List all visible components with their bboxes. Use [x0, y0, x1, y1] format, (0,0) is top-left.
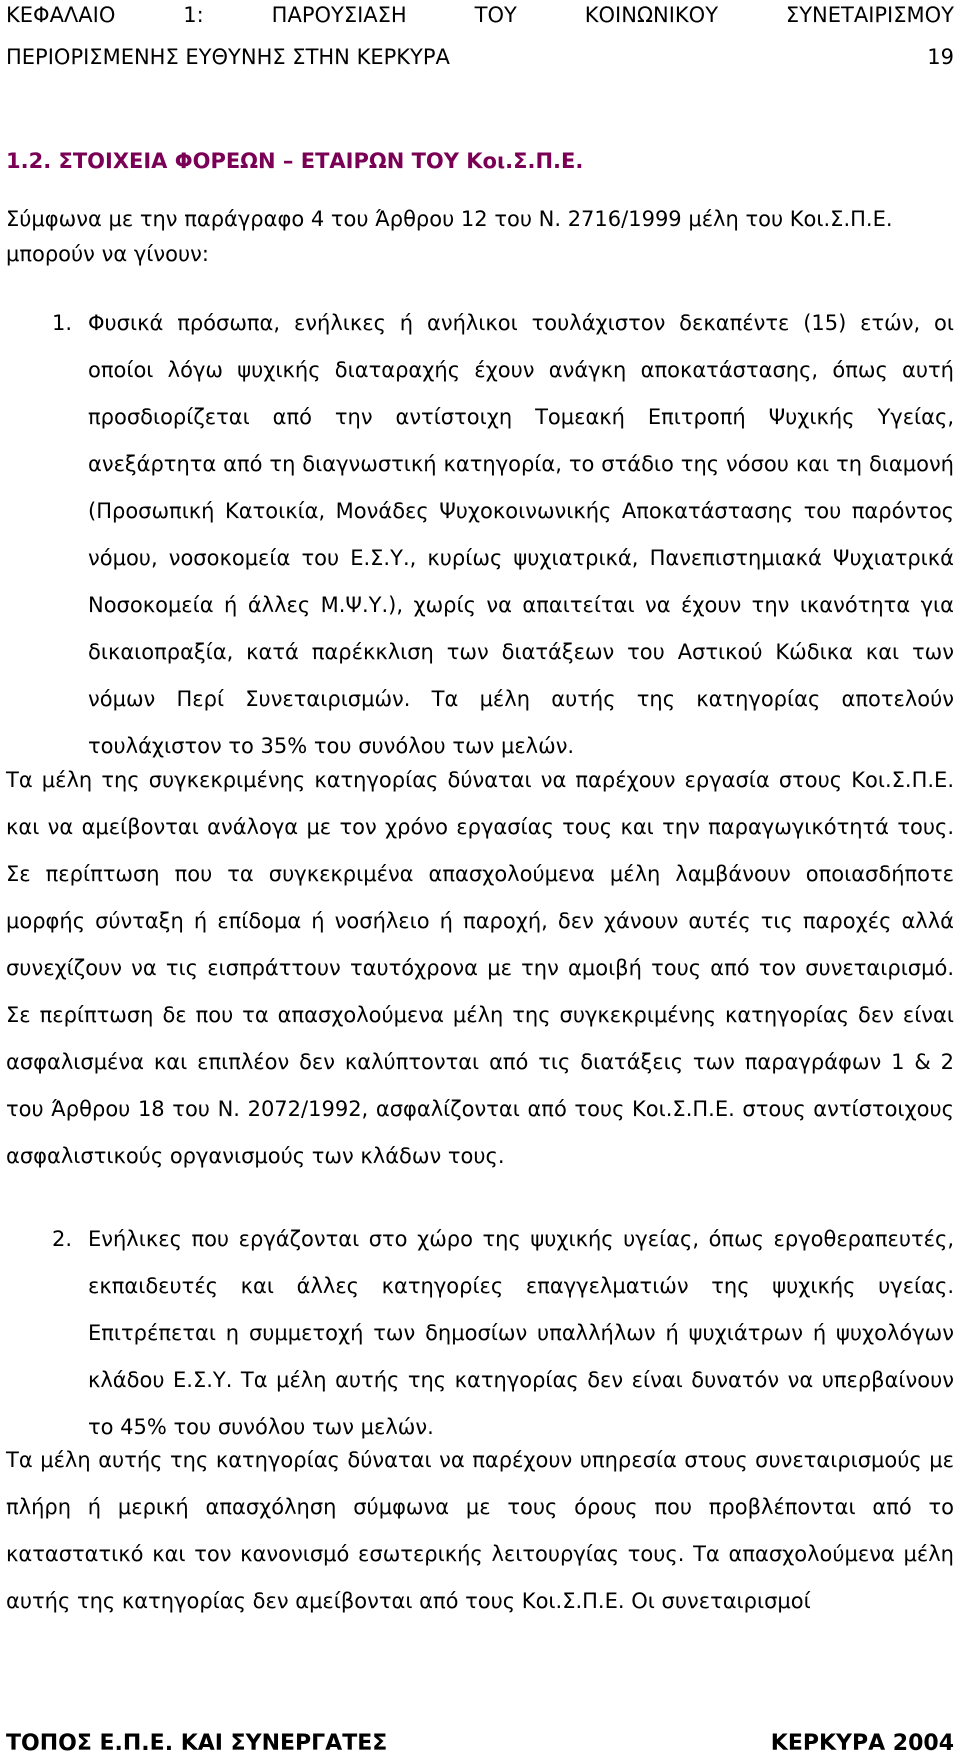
footer-left: ΤΟΠΟΣ Ε.Π.Ε. ΚΑΙ ΣΥΝΕΡΓΑΤΕΣ: [6, 1731, 388, 1756]
list-item: [6, 1216, 954, 1451]
body-paragraph: Τα μέλη αυτής της κατηγορίας δύναται να παρέχουν υπηρεσία στους συνεταιρισμούς με πλήρη ή μερική απασχόληση σύμφωνα με τους όρους που προβλέπονται από το καταστατικό και τον κανονισμό εσωτερικής λειτουργίας τους. Τα απασχολούμενα μέλη αυτής της κατηγορίας δεν αμείβονται από τους Κοι.Σ.Π.Ε. Οι συνεταιρισμοί: [6, 1448, 954, 1613]
footer-right: ΚΕΡΚΥΡΑ 2004: [770, 1731, 954, 1756]
section-heading: 1.2. ΣΤΟΙΧΕΙΑ ΦΟΡΕΩΝ – ΕΤΑΙΡΩΝ ΤΟΥ Κοι.Σ.Π.Ε.: [6, 149, 584, 173]
list-item-text: Φυσικά πρόσωπα, ενήλικες ή ανήλικοι τουλάχιστον δεκαπέντε (15) ετών, οι οποίοι λόγω ψυχικής διαταραχής έχουν ανάγκη αποκατάστασης, όπως αυτή προσδιορίζεται από την αντίστοιχη Τομεακή Επιτροπή Ψυχικής Υγείας, ανεξάρτητα από τη διαγνωστική κατηγορία, το στάδιο της νόσου και τη διαμονή (Προσωπική Κατοικία, Μονάδες Ψυχοκοινωνικής Αποκατάστασης του παρόντος νόμου, νοσοκομεία του Ε.Σ.Υ., κυρίως ψυχιατρικά, Πανεπιστημιακά Ψυχιατρικά Νοσοκομεία ή άλλες Μ.Ψ.Υ.), χωρίς να απαιτείται να έχουν την ικανότητα για δικαιοπραξία, κατά παρέκκλιση των διατάξεων του Αστικού Κώδικα και των νόμων Περί Συνεταιρισμών. Τα μέλη αυτής της κατηγορίας αποτελούν τουλάχιστον το 35% του συνόλου των μελών.: [88, 311, 954, 758]
running-header-line2-text: ΠΕΡΙΟΡΙΣΜΕΝΗΣ ΕΥΘΥΝΗΣ ΣΤΗΝ ΚΕΡΚΥΡΑ: [6, 45, 450, 69]
list-item-number: 1.: [51, 311, 72, 335]
list-item-text: Ενήλικες που εργάζονται στο χώρο της ψυχικής υγείας, όπως εργοθεραπευτές, εκπαιδευτές και άλλες κατηγορίες επαγγελματιών της ψυχικής υγείας. Επιτρέπεται η συμμετοχή των δημοσίων υπαλλήλων ή ψυχιάτρων ή ψυχολόγων κλάδου Ε.Σ.Υ. Τα μέλη αυτής της κατηγορίας δεν είναι δυνατόν να υπερβαίνουν το 45% του συνόλου των μελών.: [88, 1227, 954, 1439]
list-item-number: 2.: [51, 1227, 72, 1251]
list-item: [6, 300, 954, 770]
running-header-line2: [6, 42, 954, 72]
body-paragraph: Τα μέλη της συγκεκριμένης κατηγορίας δύναται να παρέχουν εργασία στους Κοι.Σ.Π.Ε. και να αμείβονται ανάλογα με τον χρόνο εργασίας τους και την παραγωγικότητά τους. Σε περίπτωση που τα συγκεκριμένα απασχολούμενα μέλη λαμβάνουν οποιασδήποτε μορφής σύνταξη ή επίδομα ή νοσήλειο ή παροχή, δεν χάνουν αυτές τις παροχές αλλά συνεχίζουν να τις εισπράττουν ταυτόχρονα με την αμοιβή τους από τον συνεταιρισμό. Σε περίπτωση δε που τα απασχολούμενα μέλη της συγκεκριμένης κατηγορίας δεν είναι ασφαλισμένα και επιπλέον δεν καλύπτονται από τις διατάξεις των παραγράφων 1 & 2 του Άρθρου 18 του Ν. 2072/1992, ασφαλίζονται από τους Κοι.Σ.Π.Ε. στους αντίστοιχους ασφαλιστικούς οργανισμούς των κλάδων τους.: [6, 768, 954, 1168]
running-header-line1: ΚΕΦΑΛΑΙΟ 1: ΠΑΡΟΥΣΙΑΣΗ ΤΟΥ ΚΟΙΝΩΝΙΚΟΥ ΣΥΝΕΤΑΙΡΙΣΜΟΥ: [6, 3, 954, 27]
page-number: 19: [927, 45, 954, 69]
intro-paragraph: Σύμφωνα με την παράγραφο 4 του Άρθρου 12 του Ν. 2716/1999 μέλη του Κοι.Σ.Π.Ε. μπορούν να γίνουν:: [6, 207, 893, 266]
